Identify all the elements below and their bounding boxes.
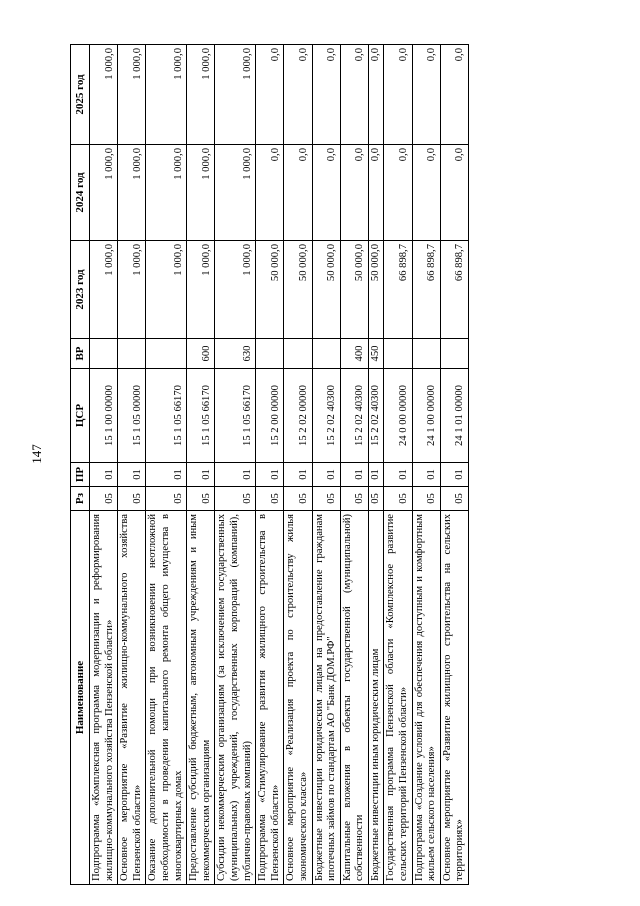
col-header-pr: ПР bbox=[71, 463, 90, 487]
cell-name: Капитальные вложения в объекты государственной (муниципальной) собственности bbox=[340, 511, 368, 885]
cell-2023: 1 000,0 bbox=[118, 241, 146, 339]
cell-2024: 0,0 bbox=[412, 145, 440, 241]
cell-vr: 450 bbox=[368, 339, 384, 369]
cell-name: Подпрограмма «Создание условий для обеспечения доступным и комфортным жильем сельского населения» bbox=[412, 511, 440, 885]
cell-2023: 1 000,0 bbox=[215, 241, 256, 339]
cell-vr bbox=[440, 339, 468, 369]
cell-vr bbox=[312, 339, 340, 369]
cell-vr bbox=[118, 339, 146, 369]
cell-csr: 15 1 00 00000 bbox=[90, 369, 118, 463]
cell-2023: 1 000,0 bbox=[90, 241, 118, 339]
table-row bbox=[312, 45, 340, 885]
table-header-row bbox=[71, 45, 90, 885]
cell-2025: 0,0 bbox=[440, 45, 468, 145]
col-header-name: Наименование bbox=[71, 511, 90, 885]
cell-rz: 05 bbox=[90, 487, 118, 511]
cell-2024: 1 000,0 bbox=[187, 145, 215, 241]
cell-2025: 0,0 bbox=[340, 45, 368, 145]
page-number: 147 bbox=[29, 444, 44, 464]
cell-csr: 15 2 00 00000 bbox=[256, 369, 284, 463]
cell-pr: 01 bbox=[215, 463, 256, 487]
cell-csr: 15 1 05 66170 bbox=[187, 369, 215, 463]
cell-vr: 400 bbox=[340, 339, 368, 369]
cell-2025: 0,0 bbox=[256, 45, 284, 145]
cell-csr: 15 1 05 00000 bbox=[118, 369, 146, 463]
cell-pr: 01 bbox=[256, 463, 284, 487]
cell-rz: 05 bbox=[412, 487, 440, 511]
table-row bbox=[284, 45, 312, 885]
cell-rz: 05 bbox=[312, 487, 340, 511]
cell-2023: 50 000,0 bbox=[368, 241, 384, 339]
cell-vr: 600 bbox=[187, 339, 215, 369]
cell-2023: 50 000,0 bbox=[284, 241, 312, 339]
col-header-vr: ВР bbox=[71, 339, 90, 369]
cell-csr: 15 1 05 66170 bbox=[215, 369, 256, 463]
table-row bbox=[146, 45, 187, 885]
cell-2025: 0,0 bbox=[384, 45, 412, 145]
cell-2023: 50 000,0 bbox=[340, 241, 368, 339]
cell-name: Бюджетные инвестиции иным юридическим лицам bbox=[368, 511, 384, 885]
cell-2023: 50 000,0 bbox=[312, 241, 340, 339]
budget-table-container bbox=[70, 45, 532, 885]
cell-name: Основное мероприятие «Реализация проекта по строительству жилья экономического класса» bbox=[284, 511, 312, 885]
cell-name: Субсидии некоммерческим организациям (за исключением государственных (муниципальных) учреждений, государственных корпораций (компаний), публично-правовых компаний) bbox=[215, 511, 256, 885]
cell-pr: 01 bbox=[384, 463, 412, 487]
cell-2024: 1 000,0 bbox=[146, 145, 187, 241]
cell-rz: 05 bbox=[440, 487, 468, 511]
cell-2025: 1 000,0 bbox=[215, 45, 256, 145]
cell-2024: 0,0 bbox=[384, 145, 412, 241]
col-header-2025: 2025 год bbox=[71, 45, 90, 145]
cell-2025: 1 000,0 bbox=[90, 45, 118, 145]
cell-2024: 0,0 bbox=[340, 145, 368, 241]
cell-csr: 24 0 00 00000 bbox=[384, 369, 412, 463]
cell-csr: 15 2 02 40300 bbox=[368, 369, 384, 463]
cell-2023: 1 000,0 bbox=[187, 241, 215, 339]
table-row bbox=[215, 45, 256, 885]
col-header-2024: 2024 год bbox=[71, 145, 90, 241]
cell-pr: 01 bbox=[90, 463, 118, 487]
cell-rz: 05 bbox=[118, 487, 146, 511]
table-row bbox=[384, 45, 412, 885]
cell-vr bbox=[384, 339, 412, 369]
cell-pr: 01 bbox=[440, 463, 468, 487]
cell-vr bbox=[256, 339, 284, 369]
cell-rz: 05 bbox=[215, 487, 256, 511]
table-row bbox=[368, 45, 384, 885]
cell-rz: 05 bbox=[146, 487, 187, 511]
cell-rz: 05 bbox=[284, 487, 312, 511]
table-row bbox=[440, 45, 468, 885]
cell-2023: 66 898,7 bbox=[412, 241, 440, 339]
cell-csr: 15 1 05 66170 bbox=[146, 369, 187, 463]
cell-2024: 0,0 bbox=[368, 145, 384, 241]
cell-rz: 05 bbox=[187, 487, 215, 511]
cell-csr: 24 1 01 00000 bbox=[440, 369, 468, 463]
cell-2025: 1 000,0 bbox=[118, 45, 146, 145]
cell-name: Предоставление субсидий бюджетным, автономным учреждениям и иным некоммерческим организациям bbox=[187, 511, 215, 885]
cell-csr: 15 2 02 00000 bbox=[284, 369, 312, 463]
cell-2025: 0,0 bbox=[368, 45, 384, 145]
cell-2024: 0,0 bbox=[440, 145, 468, 241]
table-row bbox=[340, 45, 368, 885]
cell-vr: 630 bbox=[215, 339, 256, 369]
cell-vr bbox=[90, 339, 118, 369]
cell-2025: 0,0 bbox=[312, 45, 340, 145]
cell-rz: 05 bbox=[340, 487, 368, 511]
cell-2024: 0,0 bbox=[256, 145, 284, 241]
cell-name: Подпрограмма «Стимулирование развития жилищного строительства в Пензенской области» bbox=[256, 511, 284, 885]
cell-name: Основное мероприятие «Развитие жилищно-коммунального хозяйства Пензенской области» bbox=[118, 511, 146, 885]
cell-pr: 01 bbox=[284, 463, 312, 487]
cell-csr: 15 2 02 40300 bbox=[340, 369, 368, 463]
cell-name: Основное мероприятие «Развитие жилищного строительства на сельских территориях» bbox=[440, 511, 468, 885]
col-header-2023: 2023 год bbox=[71, 241, 90, 339]
budget-table bbox=[70, 44, 469, 885]
cell-pr: 01 bbox=[146, 463, 187, 487]
cell-pr: 01 bbox=[368, 463, 384, 487]
cell-2024: 0,0 bbox=[312, 145, 340, 241]
cell-2025: 0,0 bbox=[284, 45, 312, 145]
cell-csr: 15 2 02 40300 bbox=[312, 369, 340, 463]
cell-name: Бюджетные инвестиции юридическим лицам на предоставление гражданам ипотечных займов по стандартам АО "Банк ДОМ.РФ" bbox=[312, 511, 340, 885]
cell-rz: 05 bbox=[384, 487, 412, 511]
cell-name: Подпрограмма «Комплексная программа модернизации и реформирования жилищно-коммунального хозяйства Пензенской области» bbox=[90, 511, 118, 885]
cell-2023: 66 898,7 bbox=[384, 241, 412, 339]
col-header-rz: Рз bbox=[71, 487, 90, 511]
cell-2025: 1 000,0 bbox=[187, 45, 215, 145]
cell-name: Государственная программа Пензенской области «Комплексное развитие сельских территорий Пензенской области» bbox=[384, 511, 412, 885]
cell-pr: 01 bbox=[312, 463, 340, 487]
cell-2024: 1 000,0 bbox=[90, 145, 118, 241]
table-row bbox=[256, 45, 284, 885]
table-body bbox=[90, 45, 469, 885]
cell-vr bbox=[412, 339, 440, 369]
cell-pr: 01 bbox=[187, 463, 215, 487]
cell-vr bbox=[146, 339, 187, 369]
table-row bbox=[187, 45, 215, 885]
cell-2023: 50 000,0 bbox=[256, 241, 284, 339]
cell-rz: 05 bbox=[256, 487, 284, 511]
cell-pr: 01 bbox=[340, 463, 368, 487]
cell-2023: 1 000,0 bbox=[146, 241, 187, 339]
cell-2024: 0,0 bbox=[284, 145, 312, 241]
col-header-csr: ЦСР bbox=[71, 369, 90, 463]
cell-2025: 1 000,0 bbox=[146, 45, 187, 145]
cell-2023: 66 898,7 bbox=[440, 241, 468, 339]
cell-pr: 01 bbox=[412, 463, 440, 487]
cell-2024: 1 000,0 bbox=[118, 145, 146, 241]
cell-csr: 24 1 00 00000 bbox=[412, 369, 440, 463]
cell-rz: 05 bbox=[368, 487, 384, 511]
table-row bbox=[118, 45, 146, 885]
cell-pr: 01 bbox=[118, 463, 146, 487]
cell-name: Оказание дополнительной помощи при возникновении неотложной необходимости в проведении капитального ремонта общего имущества в многоквартирных домах bbox=[146, 511, 187, 885]
cell-vr bbox=[284, 339, 312, 369]
table-row bbox=[412, 45, 440, 885]
table-row bbox=[90, 45, 118, 885]
cell-2024: 1 000,0 bbox=[215, 145, 256, 241]
cell-2025: 0,0 bbox=[412, 45, 440, 145]
